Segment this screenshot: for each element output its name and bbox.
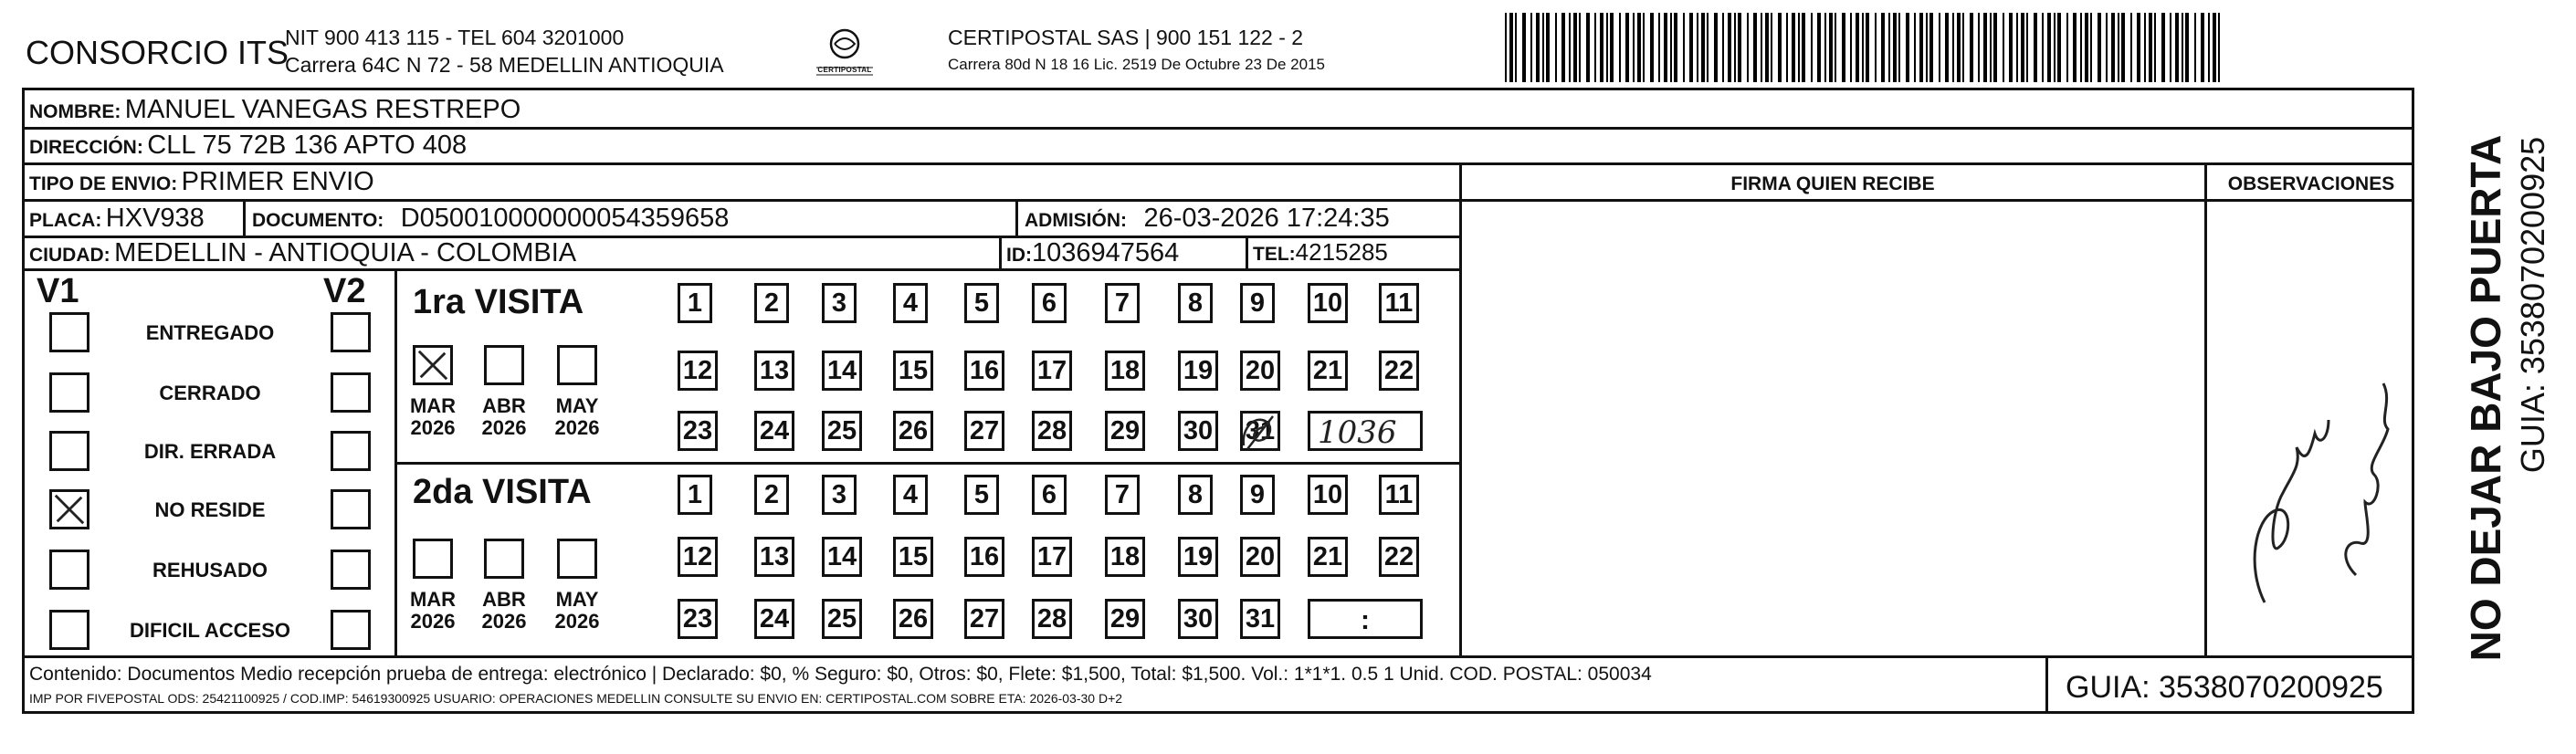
v1-checkbox[interactable] [49, 489, 89, 529]
day-box[interactable]: 28 [1032, 599, 1072, 639]
id-row [1006, 240, 1179, 267]
day-box[interactable]: 22 [1379, 537, 1419, 577]
reason-label: DIR. ERRADA [143, 440, 277, 463]
direccion-row [29, 132, 467, 159]
month-checkbox[interactable] [557, 539, 597, 579]
day-box[interactable]: 24 [754, 411, 794, 451]
day-box[interactable]: 27 [964, 599, 1004, 639]
tel-value: 4215285 [1295, 238, 1388, 266]
time-handwritten: 1036 [1318, 414, 1397, 451]
day-box[interactable]: 17 [1032, 537, 1072, 577]
day-box[interactable]: 22 [1379, 351, 1419, 391]
day-box[interactable]: 29 [1105, 599, 1145, 639]
month-label: ABR [482, 394, 526, 417]
day-box[interactable]: 6 [1032, 283, 1067, 323]
direccion-value: CLL 75 72B 136 APTO 408 [147, 131, 468, 160]
tel-row [1253, 240, 1388, 264]
day-box[interactable]: 26 [893, 411, 933, 451]
placa-value: HXV938 [105, 204, 205, 233]
month-checkbox[interactable] [557, 345, 597, 385]
footer-guia: GUIA: 3538070200925 [2066, 670, 2383, 705]
day-box[interactable]: 10 [1308, 283, 1348, 323]
month-label: MAY [555, 394, 599, 417]
placa-row [29, 205, 205, 232]
day-box[interactable]: 2 [754, 475, 789, 515]
day-box[interactable]: 31 [1240, 599, 1280, 639]
day-box[interactable]: 8 [1178, 283, 1213, 323]
day-box[interactable]: 28 [1032, 411, 1072, 451]
month-label: MAR [409, 394, 457, 417]
reason-label: ENTREGADO [145, 321, 275, 344]
documento-value: D050010000000054359658 [400, 204, 730, 233]
day-box[interactable]: 11 [1379, 283, 1419, 323]
day-box[interactable]: 8 [1178, 475, 1213, 515]
day-box[interactable]: 31 [1240, 411, 1280, 451]
day-box[interactable]: 6 [1032, 475, 1067, 515]
company-name: CONSORCIO ITS [26, 34, 289, 71]
tipo-envio-row [29, 169, 374, 195]
day-box[interactable]: 9 [1240, 283, 1275, 323]
day-box[interactable]: 13 [754, 351, 794, 391]
month-year: 2026 [554, 610, 600, 633]
v2-checkbox[interactable] [331, 372, 371, 413]
tipo-envio-value: PRIMER ENVIO [181, 167, 374, 196]
scribble-mark [1238, 413, 1278, 451]
visit2-title: 2da VISITA [413, 473, 592, 511]
day-box[interactable]: 1 [678, 283, 712, 323]
day-box[interactable]: 21 [1308, 351, 1348, 391]
day-box[interactable]: 19 [1178, 537, 1218, 577]
month-year: 2026 [410, 416, 456, 439]
v1-checkbox[interactable] [49, 372, 89, 413]
reason-label: CERRADO [159, 382, 261, 404]
no-dejar-bajo-puerta: NO DEJAR BAJO PUERTA [2462, 134, 2509, 662]
day-box[interactable]: 15 [893, 351, 933, 391]
ciudad-value: MEDELLIN - ANTIOQUIA - COLOMBIA [114, 238, 577, 267]
day-box[interactable]: 14 [822, 351, 862, 391]
day-box[interactable]: 23 [678, 599, 718, 639]
documento-row [252, 205, 729, 232]
day-box[interactable]: 5 [964, 283, 999, 323]
day-box[interactable]: 16 [964, 537, 1004, 577]
day-box[interactable]: 30 [1178, 411, 1218, 451]
v2-header: V2 [323, 272, 366, 310]
time-box[interactable] [1308, 411, 1423, 451]
company-nit: NIT 900 413 115 - TEL 604 3201000 [285, 26, 625, 49]
day-box[interactable]: 15 [893, 537, 933, 577]
admision-value: 26-03-2026 17:24:35 [1143, 204, 1390, 233]
v1-checkbox[interactable] [49, 550, 89, 590]
ciudad-label: CIUDAD: [29, 245, 110, 266]
company-address: Carrera 64C N 72 - 58 MEDELLIN ANTIOQUIA [285, 53, 724, 77]
day-box[interactable]: 3 [822, 283, 857, 323]
day-box[interactable]: 21 [1308, 537, 1348, 577]
v2-checkbox[interactable] [331, 312, 371, 352]
day-box[interactable]: 12 [678, 351, 718, 391]
month-year: 2026 [481, 416, 527, 439]
day-box[interactable]: 14 [822, 537, 862, 577]
carrier-address: Carrera 80d N 18 16 Lic. 2519 De Octubre 23 De 2015 [948, 56, 1325, 73]
day-box[interactable]: 9 [1240, 475, 1275, 515]
reason-label: REHUSADO [152, 559, 268, 581]
id-label: ID: [1006, 245, 1032, 266]
admision-row [1025, 205, 1390, 232]
placa-label: PLACA: [29, 210, 102, 231]
v1-checkbox[interactable] [49, 431, 89, 471]
reason-label: NO RESIDE [154, 498, 266, 521]
v1-header: V1 [37, 272, 79, 310]
id-value: 1036947564 [1032, 238, 1180, 267]
day-box[interactable]: 4 [893, 475, 928, 515]
month-checkbox[interactable] [484, 345, 524, 385]
day-box[interactable]: 12 [678, 537, 718, 577]
documento-label: DOCUMENTO: [252, 210, 384, 231]
day-box[interactable]: 13 [754, 537, 794, 577]
month-label: ABR [482, 588, 526, 611]
day-box[interactable]: 2 [754, 283, 789, 323]
day-box[interactable]: 24 [754, 599, 794, 639]
time-box[interactable] [1308, 599, 1423, 639]
month-label: MAR [409, 588, 457, 611]
day-box[interactable]: 30 [1178, 599, 1218, 639]
barcode [1503, 13, 2224, 84]
v2-checkbox[interactable] [331, 550, 371, 590]
day-box[interactable]: 20 [1240, 351, 1280, 391]
visit1-title: 1ra VISITA [413, 283, 584, 321]
day-box[interactable]: 17 [1032, 351, 1072, 391]
day-box[interactable]: 23 [678, 411, 718, 451]
day-box[interactable]: 11 [1379, 475, 1419, 515]
admision-label: ADMISIÓN: [1025, 210, 1127, 231]
day-box[interactable]: 5 [964, 475, 999, 515]
nombre-label: NOMBRE: [29, 101, 121, 122]
day-box[interactable]: 18 [1105, 537, 1145, 577]
nombre-row [29, 97, 520, 123]
month-year: 2026 [554, 416, 600, 439]
day-box[interactable]: 4 [893, 283, 928, 323]
v1-checkbox[interactable] [49, 312, 89, 352]
v2-checkbox[interactable] [331, 610, 371, 650]
day-box[interactable]: 19 [1178, 351, 1218, 391]
day-box[interactable]: 26 [893, 599, 933, 639]
certipostal-logo: CERTIPOSTAL [811, 26, 878, 80]
v2-checkbox[interactable] [331, 431, 371, 471]
month-year: 2026 [481, 610, 527, 633]
tel-label: TEL: [1253, 244, 1296, 265]
day-box[interactable]: 10 [1308, 475, 1348, 515]
footer-contenido: Contenido: Documentos Medio recepción prueba de entrega: electrónico | Declarado: $0, % Seguro: $0, Otros: $0, Flete: $1,500, Total: $1,500. Vol.: 1*1*1. 0.5 1 Unid. COD. POSTAL: 050034 [29, 664, 1652, 685]
handwritten-signature [2228, 329, 2402, 621]
v2-checkbox[interactable] [331, 489, 371, 529]
day-box[interactable]: 27 [964, 411, 1004, 451]
day-box[interactable]: 25 [822, 411, 862, 451]
direccion-label: DIRECCIÓN: [29, 137, 143, 158]
footer-imp-line: IMP POR FIVEPOSTAL ODS: 25421100925 / COD.IMP: 54619300925 USUARIO: OPERACIONES MEDELLIN CONSULTE SU ENVIO EN: CERTIPOSTAL.COM SOBRE ETA: 2026-03-30 D+2 [29, 691, 1123, 706]
month-year: 2026 [410, 610, 456, 633]
month-checkbox[interactable] [484, 539, 524, 579]
day-box[interactable]: 3 [822, 475, 857, 515]
v1-checkbox[interactable] [49, 610, 89, 650]
day-box[interactable]: 18 [1105, 351, 1145, 391]
day-box[interactable]: 20 [1240, 537, 1280, 577]
ciudad-row [29, 240, 576, 267]
tipo-envio-label: TIPO DE ENVIO: [29, 173, 178, 194]
month-checkbox[interactable] [413, 539, 453, 579]
reason-label: DIFICIL ACCESO [129, 619, 290, 642]
firma-header: FIRMA QUIEN RECIBE [1730, 173, 1935, 194]
carrier-name: CERTIPOSTAL SAS | 900 151 122 - 2 [948, 26, 1304, 49]
observaciones-header: OBSERVACIONES [2227, 173, 2395, 194]
day-box[interactable]: 1 [678, 475, 712, 515]
day-box[interactable]: 16 [964, 351, 1004, 391]
time-placeholder: : [1361, 605, 1370, 635]
day-box[interactable]: 7 [1105, 475, 1140, 515]
day-box[interactable]: 29 [1105, 411, 1145, 451]
nombre-value: MANUEL VANEGAS RESTREPO [124, 95, 521, 124]
month-label: MAY [555, 588, 599, 611]
side-guia: GUIA: 3538070200925 [2514, 136, 2551, 474]
day-box[interactable]: 25 [822, 599, 862, 639]
day-box[interactable]: 7 [1105, 283, 1140, 323]
month-checkbox[interactable] [413, 345, 453, 385]
